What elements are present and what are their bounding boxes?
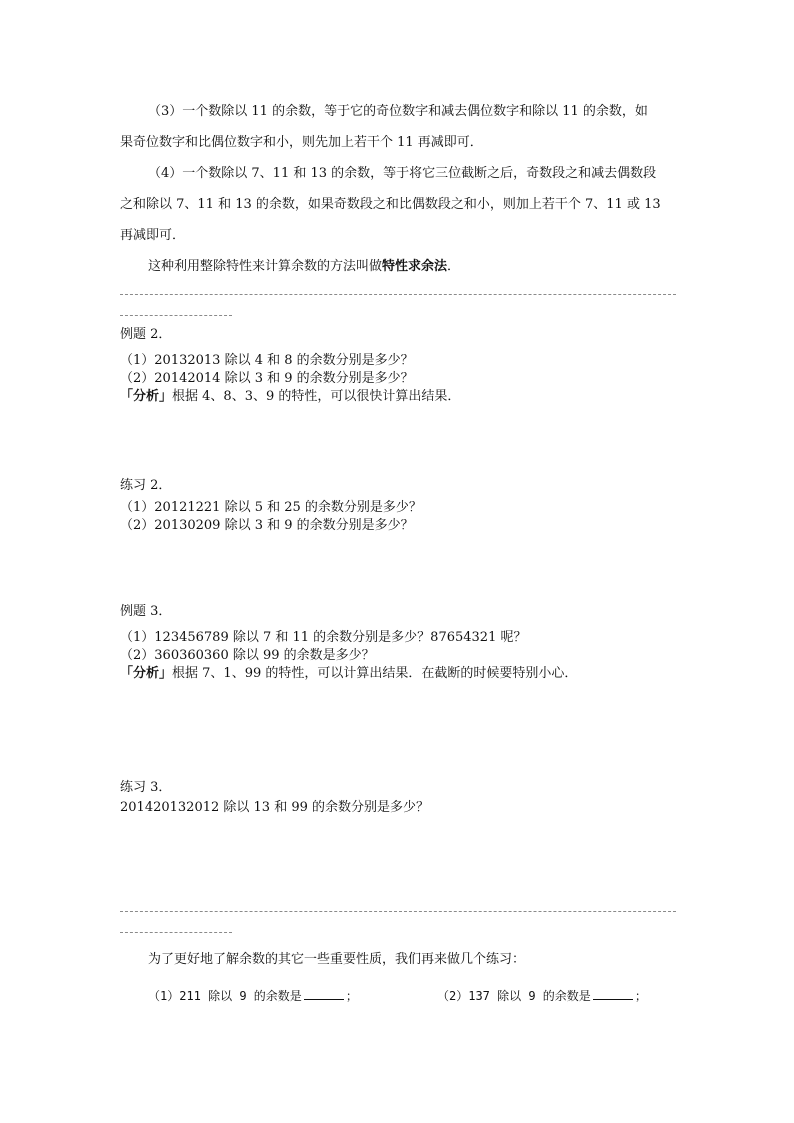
example-2-title: 例题 2． xyxy=(120,327,172,342)
fill-in-exercise-2 xyxy=(437,987,647,1004)
exercise-1-end: ； xyxy=(345,989,358,1003)
section-divider xyxy=(120,911,676,912)
exercise-1-text: （1）211 除以 9 的余数是 xyxy=(148,989,302,1003)
rules-section xyxy=(120,96,680,282)
method-term: 特性求余法 xyxy=(382,259,448,274)
exercise-3-question-1: 201420132012 除以 13 和 99 的余数分别是多少？ xyxy=(120,800,429,815)
analysis-text: 根据 4、8、3、9 的特性，可以很快计算出结果． xyxy=(172,389,461,404)
section-divider xyxy=(120,294,676,295)
exercise-2 xyxy=(120,477,680,535)
exercise-2-title: 练习 2． xyxy=(120,478,172,493)
method-suffix: ． xyxy=(447,259,461,274)
method-prefix: 这种利用整除特性来计算余数的方法叫做 xyxy=(148,259,383,274)
exercise-2-end: ； xyxy=(634,989,647,1003)
closing-intro: 为了更好地了解余数的其它一些重要性质，我们再来做几个练习： xyxy=(148,952,526,967)
example-2-question-2: （2）20142014 除以 3 和 9 的余数分别是多少？ xyxy=(120,371,414,386)
method-definition xyxy=(120,251,680,282)
answer-blank-2[interactable] xyxy=(593,987,633,1000)
exercise-2-question-1: （1）20121221 除以 5 和 25 的余数分别是多少？ xyxy=(120,500,422,515)
rule-4-line-3: 再减即可． xyxy=(120,228,186,243)
example-3-question-1: （1）123456789 除以 7 和 11 的余数分别是多少？87654321 呢？ xyxy=(120,630,527,645)
example-3 xyxy=(120,603,680,683)
example-3-analysis xyxy=(120,665,680,683)
closing-section xyxy=(120,947,680,973)
analysis-text: 根据 7、1、99 的特性，可以计算出结果．在截断的时候要特别小心． xyxy=(172,666,578,681)
analysis-label: 「分析」 xyxy=(120,666,173,681)
exercise-2-text: （2）137 除以 9 的余数是 xyxy=(437,989,591,1003)
rule-3-line-2: 果奇位数字和比偶位数字和小，则先加上若干个 11 再减即可． xyxy=(120,135,483,150)
exercise-3-title: 练习 3． xyxy=(120,780,172,795)
exercise-3 xyxy=(120,779,680,817)
fill-in-exercise-1 xyxy=(148,987,358,1004)
example-3-title: 例题 3． xyxy=(120,604,172,619)
example-2-question-1: （1）20132013 除以 4 和 8 的余数分别是多少？ xyxy=(120,353,414,368)
answer-blank-1[interactable] xyxy=(304,987,344,1000)
analysis-label: 「分析」 xyxy=(120,389,173,404)
rule-4-line-1: （4）一个数除以 7、11 和 13 的余数，等于将它三位截断之后，奇数段之和减去偶数段 xyxy=(148,166,657,181)
section-divider-tail xyxy=(120,315,232,316)
example-2-analysis xyxy=(120,388,680,406)
rule-4-line-2: 之和除以 7、11 和 13 的余数，如果奇数段之和比偶数段之和小，则加上若干个 7、11 或 13 xyxy=(120,197,661,212)
rule-3-line-1: （3）一个数除以 11 的余数，等于它的奇位数字和减去偶位数字和除以 11 的余数，如 xyxy=(148,104,648,119)
section-divider-tail xyxy=(120,932,232,933)
example-3-question-2: （2）360360360 除以 99 的余数是多少？ xyxy=(120,648,375,663)
example-2 xyxy=(120,326,680,406)
exercise-2-question-2: （2）20130209 除以 3 和 9 的余数分别是多少？ xyxy=(120,518,414,533)
